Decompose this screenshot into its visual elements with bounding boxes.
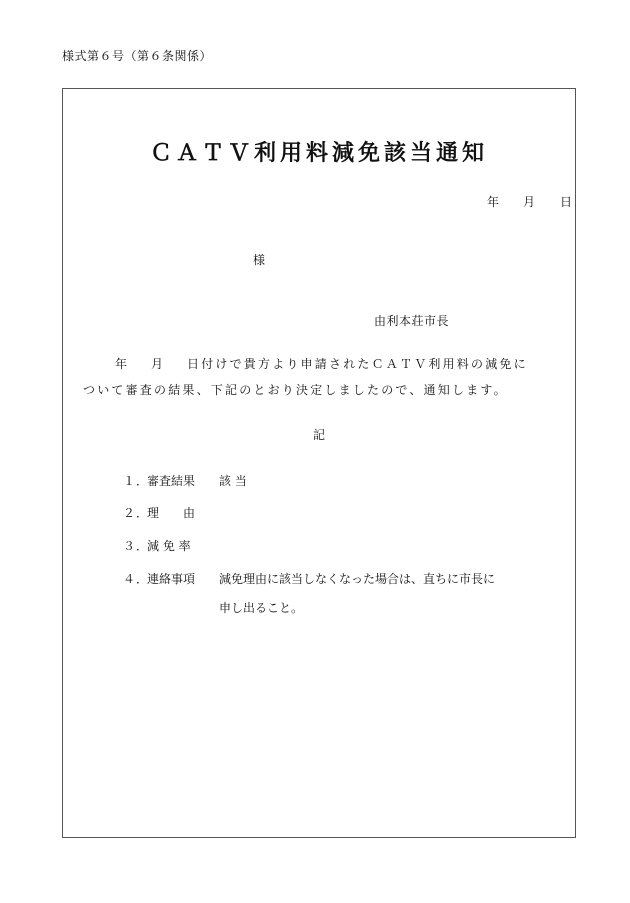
document-title: ＣＡＴＶ利用料減免該当通知 — [149, 140, 488, 166]
date-year: 年 — [487, 195, 500, 209]
ki-heading: 記 — [313, 428, 326, 442]
item-4-number: ４． — [123, 572, 150, 586]
addressee-honorific: 様 — [253, 253, 266, 267]
item-4-label: 連絡事項 — [147, 572, 196, 586]
body-month: 月 — [151, 357, 166, 371]
form-number-label: 様式第６号（第６条関係） — [62, 49, 213, 63]
item-2-number: ２． — [123, 506, 150, 520]
item-3-label: 減 免 率 — [147, 539, 191, 553]
issuer-name: 由利本荘市長 — [374, 314, 450, 328]
date-month: 月 — [523, 195, 536, 209]
body-year: 年 — [115, 357, 130, 371]
item-1-label: 審査結果 — [147, 474, 196, 488]
notice-frame — [62, 88, 576, 838]
body-line-1: 日付けで貴方より申請されたＣＡＴＶ利用料の減免に — [187, 357, 528, 371]
item-1-value: 該 当 — [219, 474, 247, 488]
body-line-2: ついて審査の結果、下記のとおり決定しましたので、通知します。 — [83, 383, 508, 397]
item-2-label: 理 由 — [147, 506, 196, 520]
item-1-number: １． — [123, 474, 150, 488]
item-4-value-line-2: 申し出ること。 — [219, 601, 304, 615]
item-4-value-line-1: 減免理由に該当しなくなった場合は、直ちに市長に — [219, 572, 496, 586]
item-3-number: ３． — [123, 539, 150, 553]
date-day: 日 — [560, 195, 573, 209]
